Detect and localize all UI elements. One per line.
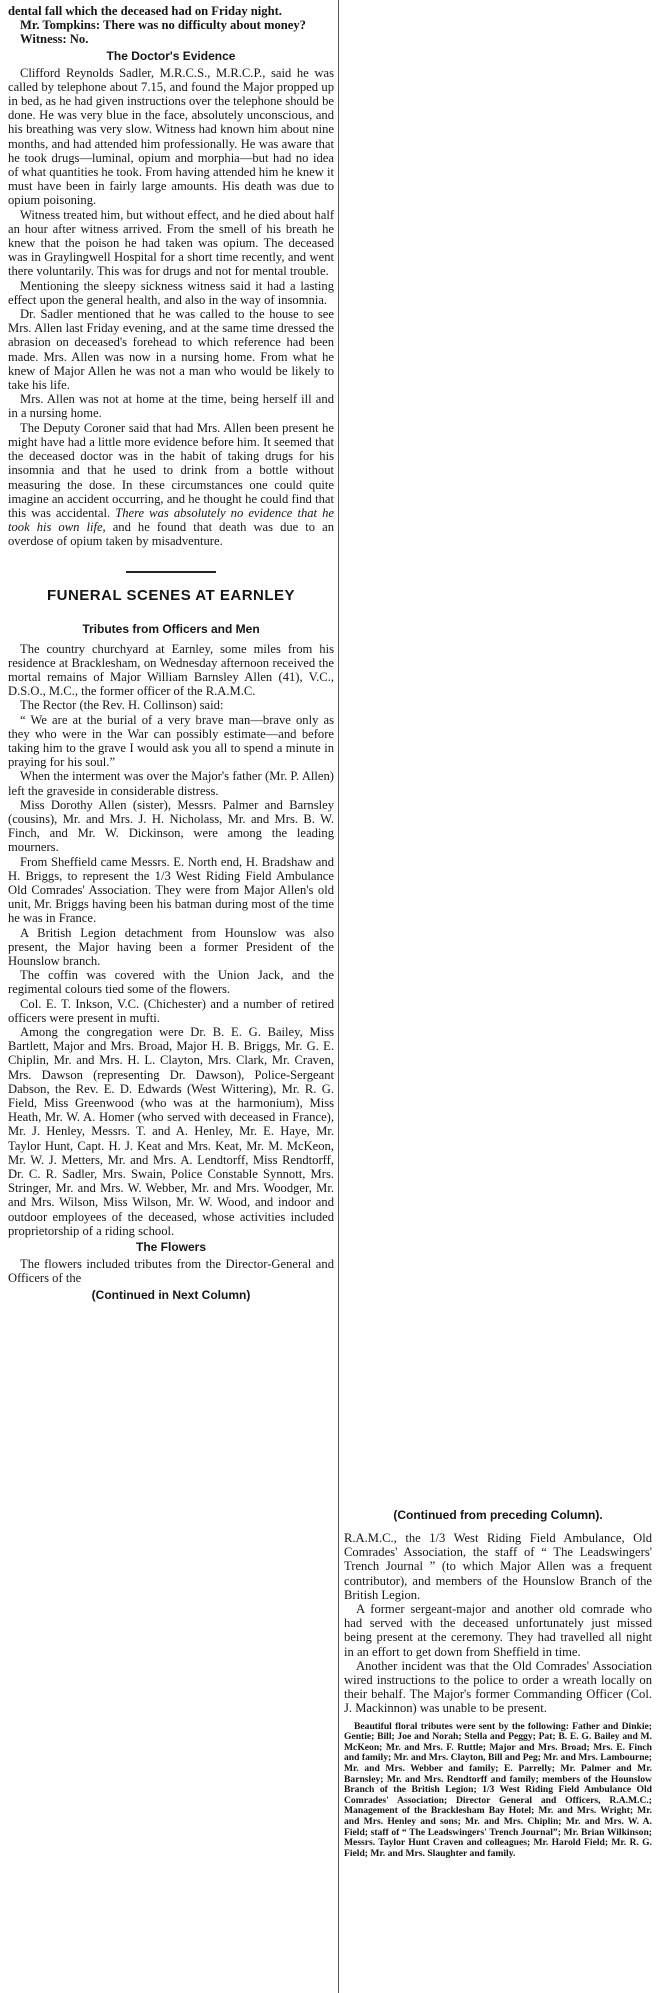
tributes-subheading: Tributes from Officers and Men — [82, 621, 260, 636]
paragraph: A British Legion detachment from Hounslow was also present, the Major having been a former President of the Hounslow branch. — [8, 925, 334, 968]
paragraph: Witness treated him, but without effect, and he died about half an hour after witness arrived. From the smell of his breath he knew that the poison he had taken was opium. The deceased was in Graylingwell Hospital for a short time recently, and went there voluntarily. This was for drugs and not for mental trouble. — [8, 207, 335, 279]
doctor-evidence-heading: The Doctor's Evidence — [106, 48, 236, 63]
paragraph: Col. E. T. Inkson, V.C. (Chichester) and a number of retired officers were present in mufti. — [8, 996, 334, 1025]
quoted-paragraph: “ We are at the burial of a very brave man—brave only as they who were in the War can possibly estimate—and before taking him to the grave I would ask you all to spend a minute in praying for his soul.” — [8, 712, 334, 770]
flowers-heading: The Flowers — [135, 1240, 206, 1255]
continued-from-note: (Continued from preceding Column). — [393, 1508, 603, 1522]
floral-tributes-list — [344, 1722, 652, 1860]
paragraph: The flowers included tributes from the Director-General and Officers of the — [8, 1257, 334, 1286]
paragraph: A former sergeant-major and another old comrade who had served with the deceased unfortunately just missed being present at the ceremony. They had travelled all night in an effort to get down from Sheffield in time. — [344, 1602, 652, 1659]
column-divider — [338, 0, 339, 1993]
funeral-headline: FUNERAL SCENES AT EARNLEY — [46, 586, 296, 604]
paragraph: Mrs. Allen was not at home at the time, being herself ill and in a nursing home. — [8, 392, 334, 421]
paragraph: Dr. Sadler mentioned that he was called to the house to see Mrs. Allen last Friday evening, and at the same time dressed the abrasion on deceased's forehead to which reference had been made. Mrs. Allen was now in a nursing home. From what he knew of Major Allen he was not a man who would be likely to take his life. — [8, 307, 334, 393]
paragraph: The coffin was covered with the Union Jack, and the regimental colours tied some of the flowers. — [8, 968, 334, 997]
left-column — [8, 4, 334, 1305]
paragraph-tail: and he found that death was due to an overdose of opium taken by misadventure. — [8, 520, 334, 549]
paragraph: Another incident was that the Old Comrades' Association wired instructions to the police to order a wreath locally on their behalf. The Major's former Commanding Officer (Col. J. Mackinnon) was unable to be present. — [344, 1658, 652, 1716]
opening-line: dental fall which the deceased had on Friday night. — [8, 4, 282, 18]
right-column — [344, 1505, 652, 1859]
paragraph-text: The Deputy Coroner said that had Mrs. Allen been present he might have had a little more evidence before him. It seemed that the deceased doctor was in the habit of taking drugs for his insomnia and that he used to drink from a bottle without measuring the dose. In these circumstances one could quite imagine an accident occurring, and he thought he could find that this was accidental. — [8, 420, 334, 520]
paragraph: The Rector (the Rev. H. Collinson) said: — [20, 698, 224, 713]
paragraph: Clifford Reynolds Sadler, M.R.C.S., M.R.C.P., said he was called by telephone about 7.15, and found the Major propped up in bed, as he had given instructions over the telephone should be done. He was very blue in the face, absolutely unconscious, and his breathing was very slow. Witness had known him about nine months, and had attended him professionally. He was aware that he took drugs—luminal, opium and morphia—but had no idea of what quantities he took. From having attended him he knew it must have been in fairly large amounts. His death was due to opium poisoning. — [8, 65, 334, 208]
italic-text: There was absolutely no evidence that he took his own life, — [8, 505, 334, 535]
paragraph: From Sheffield came Messrs. E. North end, H. Bradshaw and H. Briggs, to represent the 1/3 West Riding Field Ambulance Old Comrades' Association. They were from Major Allen's old unit, Mr. Briggs having been his batman during most of the time he was in France. — [8, 854, 334, 926]
answer-line: Witness: No. — [20, 32, 89, 47]
continued-next-note: (Continued in Next Column) — [91, 1288, 251, 1303]
paragraph-with-italic — [8, 421, 334, 549]
small-print-paragraph: Beautiful floral tributes were sent by the following: Father and Dinkie; Gentie; Bill; Joe and Norah; Stella and Peggy; Pat; B. E. G. Bailey and M. McKeon; Mr. and Mrs. F. Ruttle; Major and Mrs. Broad; Mrs. E. Finch and family; Mr. and Mrs. Clayton, Bill and Peg; Mr. and Mrs. Lambourne; Mr. and Mrs. Webber and family; E. Parrelly; Mr. Palmer and Mr. Barnsley; Mr. and Mrs. Rendtorff and family; members of the Hounslow Branch of the British Legion; 1/3 West Riding Field Ambulance Old Comrades' Association; Director General and Officers, R.A.M.C.; Management of the Bracklesham Bay Hotel; Mr. and Mrs. Wright; Mr. and Mrs. Henley and sons; Mr. and Mrs. Chiplin; Mr. and Mrs. W. A. Field; staff of “ The Leadswingers' Trench Journal”; Mr. Brian Wilkinson; Messrs. Taylor Hunt Craven and colleagues; Mr. Harold Field; Mr. R. G. Field; Mr. and Mrs. Slaughter and family. — [344, 1720, 652, 1859]
paragraph: The country churchyard at Earnley, some miles from his residence at Bracklesham, on Wednesday afternoon received the mortal remains of Major William Barnsley Allen (41), V.C., D.S.O., M.C., the former officer of the R.A.M.C. — [8, 641, 334, 699]
paragraph: Among the congregation were Dr. B. E. G. Bailey, Miss Bartlett, Major and Mrs. Broad, Major H. B. Briggs, Mr. G. E. Chiplin, Mr. and Mrs. H. L. Clayton, Mrs. Clark, Mr. Craven, Mrs. Dawson (representing Dr. Dawson), Police-Sergeant Dabson, the Rev. E. D. Edwards (West Wittering), Mr. R. G. Field, Miss Greenwood (who was at the harmonium), Miss Heath, Mr. W. A. Homer (who served with deceased in France), Mr. J. Henley, Messrs. T. and A. Henley, Mr. E. Haye, Mr. Taylor Hunt, Capt. H. J. Keat and Mrs. Keat, Mr. M. McKeon, Mr. W. J. Metters, Mr. and Mrs. A. Lendtorff, Miss Rendtorff, Dr. C. R. Sadler, Mrs. Swain, Police Constable Synnott, Mrs. Stringer, Mr. and Mrs. W. Webber, Mr. and Mrs. Woodger, Mr. and Mrs. Wilson, Miss Wilson, Mr. W. Wood, and indoor and outdoor employees of the deceased, whose activities included proprietorship of a riding school. — [8, 1025, 334, 1238]
paragraph: When the interment was over the Major's father (Mr. P. Allen) left the graveside in considerable distress. — [8, 769, 334, 798]
paragraph: Miss Dorothy Allen (sister), Messrs. Palmer and Barnsley (cousins), Mr. and Mrs. J. H. Nicholass, Mr. and Mrs. B. W. Finch, and Mr. W. Dickinson, were among the leading mourners. — [8, 797, 334, 855]
paragraph: R.A.M.C., the 1/3 West Riding Field Ambulance, Old Comrades' Association, the staff of “ The Leadswingers' Trench Journal ” (to which Major Allen was a frequent contributor), and members of the Hounslow Branch of the British Legion. — [344, 1531, 652, 1602]
question-line: Mr. Tompkins: There was no difficulty about money? — [20, 18, 306, 33]
paragraph: Mentioning the sleepy sickness witness said it had a lasting effect upon the general health, and also in the way of insomnia. — [8, 278, 334, 307]
